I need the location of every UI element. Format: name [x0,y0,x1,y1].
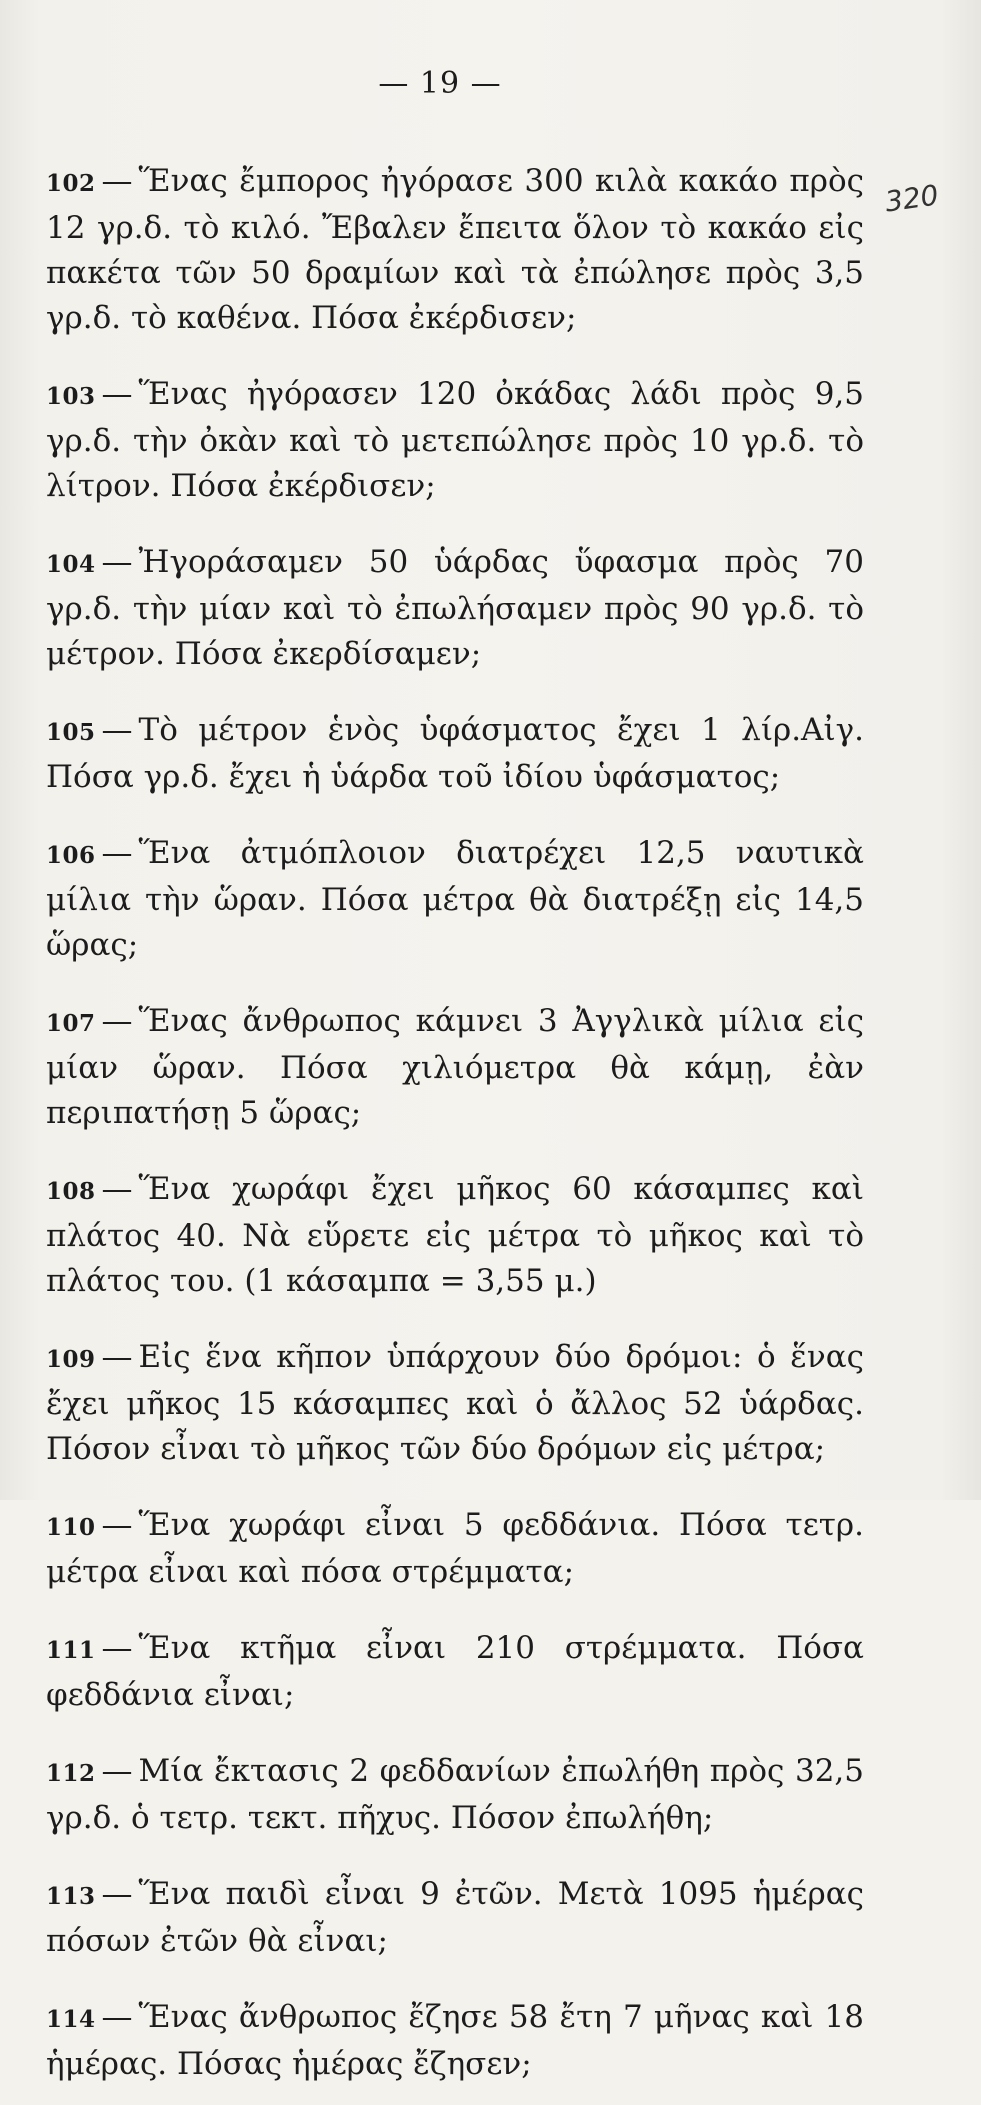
problem-number: 103 [46,383,96,410]
problem-103: 103 — Ἕνας ἠγόρασεν 120 ὀκάδας λάδι πρὸς 9,5 γρ.δ. τὴν ὀκὰν καὶ τὸ μετεπώλησε πρὸς 10 γρ.δ. τὸ λίτρον. Πόσα ἐκέρδισεν; [46,376,864,504]
problem-text: Ἕνα ἀτμόπλοιον διατρέχει 12,5 ναυτικὰ μίλια τὴν ὥραν. Πόσα μέτρα θὰ διατρέξῃ εἰς 14,5 ὥρας; [46,835,864,963]
problem-number: 107 [46,1010,96,1037]
problem-number: 109 [46,1346,96,1373]
problem-106: 106 — Ἕνα ἀτμόπλοιον διατρέχει 12,5 ναυτικὰ μίλια τὴν ὥραν. Πόσα μέτρα θὰ διατρέξῃ εἰς 14,5 ὥρας; [46,835,864,963]
problem-number: 105 [46,719,96,746]
problem-text: Εἰς ἕνα κῆπον ὑπάρχουν δύο δρόμοι: ὁ ἕνας ἔχει μῆκος 15 κάσαμπες καὶ ὁ ἄλλος 52 ὑάρδας. Πόσον εἶναι τὸ μῆκος τῶν δύο δρόμων εἰς μέτρα; [46,1339,864,1467]
problem-text: Μία ἔκτασις 2 φεδδανίων ἐπωλήθη πρὸς 32,5 γρ.δ. ὁ τετρ. τεκτ. πῆχυς. Πόσον ἐπωλήθη; [46,1753,864,1836]
problem-number: 111 [46,1637,96,1664]
problem-text: Ἕνα χωράφι ἔχει μῆκος 60 κάσαμπες καὶ πλάτος 40. Νὰ εὕρετε εἰς μέτρα τὸ μῆκος καὶ τὸ πλάτος του. (1 κάσαμπα = 3,55 μ.) [46,1171,864,1299]
problem-112: 112 — Μία ἔκτασις 2 φεδδανίων ἐπωλήθη πρὸς 32,5 γρ.δ. ὁ τετρ. τεκτ. πῆχυς. Πόσον ἐπωλήθη; [46,1753,864,1836]
problem-114: 114 — Ἕνας ἄνθρωπος ἔζησε 58 ἔτη 7 μῆνας καὶ 18 ἡμέρας. Πόσας ἡμέρας ἔζησεν; [46,1999,864,2082]
problem-104: 104 — Ἠγοράσαμεν 50 ὑάρδας ὕφασμα πρὸς 70 γρ.δ. τὴν μίαν καὶ τὸ ἐπωλήσαμεν πρὸς 90 γρ.δ. τὸ μέτρον. Πόσα ἐκερδίσαμεν; [46,544,864,672]
problem-number: 113 [46,1883,96,1910]
problem-text: Ἕνας ἄνθρωπος κάμνει 3 Ἀγγλικὰ μίλια εἰς μίαν ὥραν. Πόσα χιλιόμετρα θὰ κάμῃ, ἐὰν περιπατήσῃ 5 ὥρας; [46,1003,864,1131]
problem-110: 110 — Ἕνα χωράφι εἶναι 5 φεδδάνια. Πόσα τετρ. μέτρα εἶναι καὶ πόσα στρέμματα; [46,1507,864,1590]
problem-105: 105 — Τὸ μέτρον ἑνὸς ὑφάσματος ἔχει 1 λίρ.Αἰγ. Πόσα γρ.δ. ἔχει ἡ ὑάρδα τοῦ ἰδίου ὑφάσματος; [46,712,864,795]
problem-number: 104 [46,551,96,578]
problem-number: 102 [46,170,96,197]
problem-text: Ἕνα παιδὶ εἶναι 9 ἐτῶν. Μετὰ 1095 ἡμέρας πόσων ἐτῶν θὰ εἶναι; [46,1876,864,1959]
problem-109: 109 — Εἰς ἕνα κῆπον ὑπάρχουν δύο δρόμοι: ὁ ἕνας ἔχει μῆκος 15 κάσαμπες καὶ ὁ ἄλλος 52 ὑάρδας. Πόσον εἶναι τὸ μῆκος τῶν δύο δρόμων εἰς μέτρα; [46,1339,864,1467]
problem-list [46,128,864,2105]
problem-111: 111 — Ἕνα κτῆμα εἶναι 210 στρέμματα. Πόσα φεδδάνια εἶναι; [46,1630,864,1713]
problem-113: 113 — Ἕνα παιδὶ εἶναι 9 ἐτῶν. Μετὰ 1095 ἡμέρας πόσων ἐτῶν θὰ εἶναι; [46,1876,864,1959]
problem-text: Ἕνας ἠγόρασεν 120 ὀκάδας λάδι πρὸς 9,5 γρ.δ. τὴν ὀκὰν καὶ τὸ μετεπώλησε πρὸς 10 γρ.δ. τὸ λίτρον. Πόσα ἐκέρδισεν; [46,376,864,504]
problem-number: 114 [46,2006,96,2033]
problem-number: 108 [46,1178,96,1205]
problem-text: Τὸ μέτρον ἑνὸς ὑφάσματος ἔχει 1 λίρ.Αἰγ. Πόσα γρ.δ. ἔχει ἡ ὑάρδα τοῦ ἰδίου ὑφάσματος; [46,712,864,795]
problem-text: Ἠγοράσαμεν 50 ὑάρδας ὕφασμα πρὸς 70 γρ.δ. τὴν μίαν καὶ τὸ ἐπωλήσαμεν πρὸς 90 γρ.δ. τὸ μέτρον. Πόσα ἐκερδίσαμεν; [46,544,864,672]
problem-108: 108 — Ἕνα χωράφι ἔχει μῆκος 60 κάσαμπες καὶ πλάτος 40. Νὰ εὕρετε εἰς μέτρα τὸ μῆκος καὶ τὸ πλάτος του. (1 κάσαμπα = 3,55 μ.) [46,1171,864,1299]
handwritten-margin-note: 320 [882,178,941,219]
problem-number: 112 [46,1760,96,1787]
problem-107: 107 — Ἕνας ἄνθρωπος κάμνει 3 Ἀγγλικὰ μίλια εἰς μίαν ὥραν. Πόσα χιλιόμετρα θὰ κάμῃ, ἐὰν περιπατήσῃ 5 ὥρας; [46,1003,864,1131]
problem-number: 110 [46,1514,96,1541]
problem-text: Ἕνα χωράφι εἶναι 5 φεδδάνια. Πόσα τετρ. μέτρα εἶναι καὶ πόσα στρέμματα; [46,1507,864,1590]
problem-text: Ἕνα κτῆμα εἶναι 210 στρέμματα. Πόσα φεδδάνια εἶναι; [46,1630,864,1713]
problem-number: 106 [46,842,96,869]
problem-text: Ἕνας ἔμπορος ἠγόρασε 300 κιλὰ κακάο πρὸς 12 γρ.δ. τὸ κιλό. Ἔβαλεν ἔπειτα ὅλον τὸ κακάο εἰς πακέτα τῶν 50 δραμίων καὶ τὰ ἐπώλησε πρὸς 3,5 γρ.δ. τὸ καθένα. Πόσα ἐκέρδισεν; [46,163,864,336]
problem-text: Ἕνας ἄνθρωπος ἔζησε 58 ἔτη 7 μῆνας καὶ 18 ἡμέρας. Πόσας ἡμέρας ἔζησεν; [46,1999,864,2082]
problem-102: 102 — Ἕνας ἔμπορος ἠγόρασε 300 κιλὰ κακάο πρὸς 12 γρ.δ. τὸ κιλό. Ἔβαλεν ἔπειτα ὅλον τὸ κακάο εἰς πακέτα τῶν 50 δραμίων καὶ τὰ ἐπώλησε πρὸς 3,5 γρ.δ. τὸ καθένα. Πόσα ἐκέρδισεν; [46,163,864,336]
page-number: — 19 — [378,66,502,101]
